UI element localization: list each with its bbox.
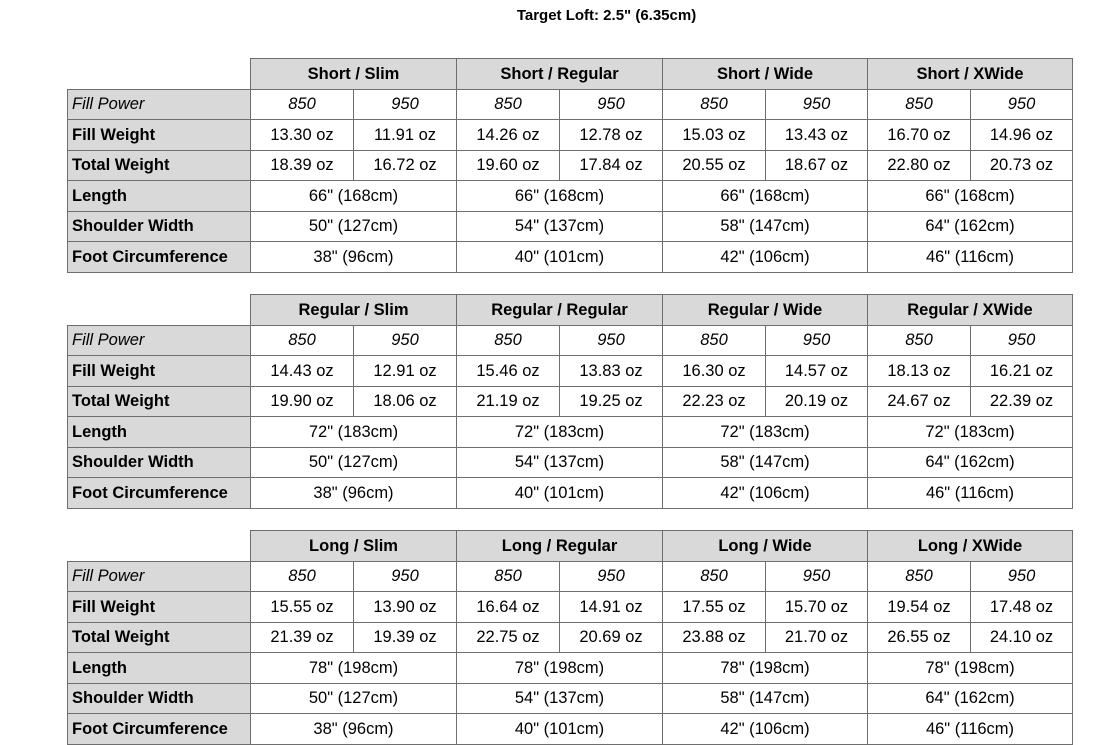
fill-power-cell: 850 — [663, 89, 766, 120]
length-cell: 72" (183cm) — [868, 417, 1073, 448]
foot-circumference-cell: 42" (106cm) — [663, 478, 868, 509]
fill-weight-cell: 17.55 oz — [663, 592, 766, 623]
length-cell: 66" (168cm) — [251, 181, 457, 212]
row-label: Fill Weight — [68, 120, 251, 151]
total-weight-cell: 19.60 oz — [457, 150, 560, 181]
fill-weight-cell: 16.64 oz — [457, 592, 560, 623]
fill-power-row — [68, 325, 1073, 356]
row-label: Shoulder Width — [68, 447, 251, 478]
foot-circumference-cell: 38" (96cm) — [251, 478, 457, 509]
fill-weight-cell: 14.96 oz — [971, 120, 1073, 151]
total-weight-row — [68, 150, 1073, 181]
shoulder-width-cell: 50" (127cm) — [251, 211, 457, 242]
total-weight-cell: 26.55 oz — [868, 622, 971, 653]
row-label: Foot Circumference — [68, 478, 251, 509]
fill-power-cell: 950 — [354, 89, 457, 120]
row-label: Total Weight — [68, 622, 251, 653]
row-label: Fill Power — [68, 89, 251, 120]
fill-power-cell: 950 — [766, 561, 868, 592]
length-cell: 72" (183cm) — [251, 417, 457, 448]
header-row — [68, 295, 1073, 326]
fill-power-cell: 850 — [457, 89, 560, 120]
length-cell: 72" (183cm) — [457, 417, 663, 448]
shoulder-width-cell: 50" (127cm) — [251, 447, 457, 478]
row-label: Length — [68, 653, 251, 684]
fill-power-cell: 850 — [663, 325, 766, 356]
shoulder-width-cell: 64" (162cm) — [868, 683, 1073, 714]
column-header: Short / Regular — [457, 59, 663, 90]
fill-power-cell: 850 — [663, 561, 766, 592]
length-cell: 66" (168cm) — [663, 181, 868, 212]
fill-power-cell: 950 — [971, 561, 1073, 592]
total-weight-cell: 20.19 oz — [766, 386, 868, 417]
total-weight-cell: 24.67 oz — [868, 386, 971, 417]
total-weight-cell: 20.55 oz — [663, 150, 766, 181]
shoulder-width-cell: 50" (127cm) — [251, 683, 457, 714]
total-weight-cell: 19.25 oz — [560, 386, 663, 417]
shoulder-width-cell: 64" (162cm) — [868, 447, 1073, 478]
row-label: Fill Power — [68, 561, 251, 592]
foot-circumference-row — [68, 242, 1073, 273]
fill-weight-cell: 14.26 oz — [457, 120, 560, 151]
fill-power-cell: 850 — [868, 561, 971, 592]
row-label: Foot Circumference — [68, 714, 251, 745]
corner-cell — [68, 59, 251, 90]
shoulder-width-cell: 54" (137cm) — [457, 683, 663, 714]
fill-weight-cell: 14.91 oz — [560, 592, 663, 623]
fill-weight-cell: 14.57 oz — [766, 356, 868, 387]
fill-weight-cell: 12.78 oz — [560, 120, 663, 151]
shoulder-width-cell: 54" (137cm) — [457, 447, 663, 478]
total-weight-cell: 22.75 oz — [457, 622, 560, 653]
total-weight-cell: 21.39 oz — [251, 622, 354, 653]
total-weight-cell: 18.67 oz — [766, 150, 868, 181]
column-header: Long / Wide — [663, 531, 868, 562]
foot-circumference-cell: 46" (116cm) — [868, 242, 1073, 273]
row-label: Shoulder Width — [68, 211, 251, 242]
foot-circumference-cell: 42" (106cm) — [663, 242, 868, 273]
foot-circumference-cell: 40" (101cm) — [457, 714, 663, 745]
fill-weight-cell: 13.83 oz — [560, 356, 663, 387]
row-label: Total Weight — [68, 386, 251, 417]
fill-weight-cell: 16.70 oz — [868, 120, 971, 151]
column-header: Long / Regular — [457, 531, 663, 562]
total-weight-cell: 17.84 oz — [560, 150, 663, 181]
fill-power-cell: 950 — [354, 561, 457, 592]
total-weight-cell: 19.39 oz — [354, 622, 457, 653]
page-title: Target Loft: 2.5" (6.35cm) — [516, 7, 697, 24]
fill-weight-cell: 16.21 oz — [971, 356, 1073, 387]
length-cell: 78" (198cm) — [457, 653, 663, 684]
shoulder-width-cell: 58" (147cm) — [663, 211, 868, 242]
column-header: Regular / XWide — [868, 295, 1073, 326]
spec-table-regular — [67, 294, 1073, 509]
foot-circumference-cell: 38" (96cm) — [251, 714, 457, 745]
fill-power-cell: 950 — [766, 89, 868, 120]
length-cell: 66" (168cm) — [457, 181, 663, 212]
total-weight-cell: 22.39 oz — [971, 386, 1073, 417]
fill-weight-cell: 15.03 oz — [663, 120, 766, 151]
fill-weight-cell: 14.43 oz — [251, 356, 354, 387]
spec-table-short — [67, 58, 1073, 273]
fill-power-cell: 850 — [251, 89, 354, 120]
fill-weight-cell: 15.55 oz — [251, 592, 354, 623]
fill-weight-row — [68, 592, 1073, 623]
row-label: Fill Weight — [68, 592, 251, 623]
length-cell: 78" (198cm) — [663, 653, 868, 684]
row-label: Foot Circumference — [68, 242, 251, 273]
row-label: Fill Power — [68, 325, 251, 356]
fill-weight-cell: 12.91 oz — [354, 356, 457, 387]
foot-circumference-cell: 46" (116cm) — [868, 478, 1073, 509]
header-row — [68, 59, 1073, 90]
fill-power-cell: 850 — [868, 89, 971, 120]
fill-weight-row — [68, 356, 1073, 387]
foot-circumference-cell: 42" (106cm) — [663, 714, 868, 745]
column-header: Long / XWide — [868, 531, 1073, 562]
foot-circumference-cell: 40" (101cm) — [457, 478, 663, 509]
shoulder-width-row — [68, 211, 1073, 242]
column-header: Short / Slim — [251, 59, 457, 90]
foot-circumference-cell: 40" (101cm) — [457, 242, 663, 273]
fill-weight-cell: 13.43 oz — [766, 120, 868, 151]
length-cell: 78" (198cm) — [868, 653, 1073, 684]
row-label: Length — [68, 181, 251, 212]
shoulder-width-row — [68, 447, 1073, 478]
spec-table-long — [67, 530, 1073, 745]
shoulder-width-cell: 58" (147cm) — [663, 447, 868, 478]
fill-weight-cell: 17.48 oz — [971, 592, 1073, 623]
total-weight-cell: 20.69 oz — [560, 622, 663, 653]
total-weight-cell: 21.19 oz — [457, 386, 560, 417]
fill-weight-cell: 19.54 oz — [868, 592, 971, 623]
fill-power-cell: 950 — [560, 89, 663, 120]
fill-power-cell: 950 — [971, 89, 1073, 120]
fill-power-row — [68, 561, 1073, 592]
total-weight-row — [68, 622, 1073, 653]
fill-weight-cell: 16.30 oz — [663, 356, 766, 387]
fill-power-cell: 850 — [868, 325, 971, 356]
shoulder-width-cell: 54" (137cm) — [457, 211, 663, 242]
fill-weight-cell: 15.70 oz — [766, 592, 868, 623]
fill-weight-cell: 13.30 oz — [251, 120, 354, 151]
column-header: Regular / Regular — [457, 295, 663, 326]
foot-circumference-row — [68, 478, 1073, 509]
total-weight-cell: 18.39 oz — [251, 150, 354, 181]
corner-cell — [68, 531, 251, 562]
column-header: Short / XWide — [868, 59, 1073, 90]
fill-weight-row — [68, 120, 1073, 151]
total-weight-cell: 20.73 oz — [971, 150, 1073, 181]
length-row — [68, 653, 1073, 684]
length-cell: 72" (183cm) — [663, 417, 868, 448]
total-weight-cell: 18.06 oz — [354, 386, 457, 417]
fill-power-cell: 950 — [560, 561, 663, 592]
fill-weight-cell: 13.90 oz — [354, 592, 457, 623]
total-weight-cell: 22.23 oz — [663, 386, 766, 417]
foot-circumference-row — [68, 714, 1073, 745]
fill-weight-cell: 18.13 oz — [868, 356, 971, 387]
foot-circumference-cell: 46" (116cm) — [868, 714, 1073, 745]
column-header: Regular / Wide — [663, 295, 868, 326]
foot-circumference-cell: 38" (96cm) — [251, 242, 457, 273]
column-header: Regular / Slim — [251, 295, 457, 326]
row-label: Fill Weight — [68, 356, 251, 387]
total-weight-cell: 21.70 oz — [766, 622, 868, 653]
total-weight-cell: 19.90 oz — [251, 386, 354, 417]
length-row — [68, 417, 1073, 448]
row-label: Shoulder Width — [68, 683, 251, 714]
fill-power-cell: 950 — [354, 325, 457, 356]
corner-cell — [68, 295, 251, 326]
column-header: Short / Wide — [663, 59, 868, 90]
length-row — [68, 181, 1073, 212]
fill-power-cell: 850 — [457, 325, 560, 356]
shoulder-width-row — [68, 683, 1073, 714]
column-header: Long / Slim — [251, 531, 457, 562]
row-label: Length — [68, 417, 251, 448]
fill-power-row — [68, 89, 1073, 120]
total-weight-cell: 16.72 oz — [354, 150, 457, 181]
header-row — [68, 531, 1073, 562]
fill-power-cell: 850 — [251, 325, 354, 356]
length-cell: 66" (168cm) — [868, 181, 1073, 212]
total-weight-cell: 23.88 oz — [663, 622, 766, 653]
fill-power-cell: 950 — [766, 325, 868, 356]
shoulder-width-cell: 58" (147cm) — [663, 683, 868, 714]
total-weight-cell: 24.10 oz — [971, 622, 1073, 653]
total-weight-row — [68, 386, 1073, 417]
fill-power-cell: 850 — [251, 561, 354, 592]
total-weight-cell: 22.80 oz — [868, 150, 971, 181]
row-label: Total Weight — [68, 150, 251, 181]
fill-weight-cell: 11.91 oz — [354, 120, 457, 151]
fill-power-cell: 950 — [560, 325, 663, 356]
shoulder-width-cell: 64" (162cm) — [868, 211, 1073, 242]
length-cell: 78" (198cm) — [251, 653, 457, 684]
fill-power-cell: 850 — [457, 561, 560, 592]
fill-power-cell: 950 — [971, 325, 1073, 356]
fill-weight-cell: 15.46 oz — [457, 356, 560, 387]
